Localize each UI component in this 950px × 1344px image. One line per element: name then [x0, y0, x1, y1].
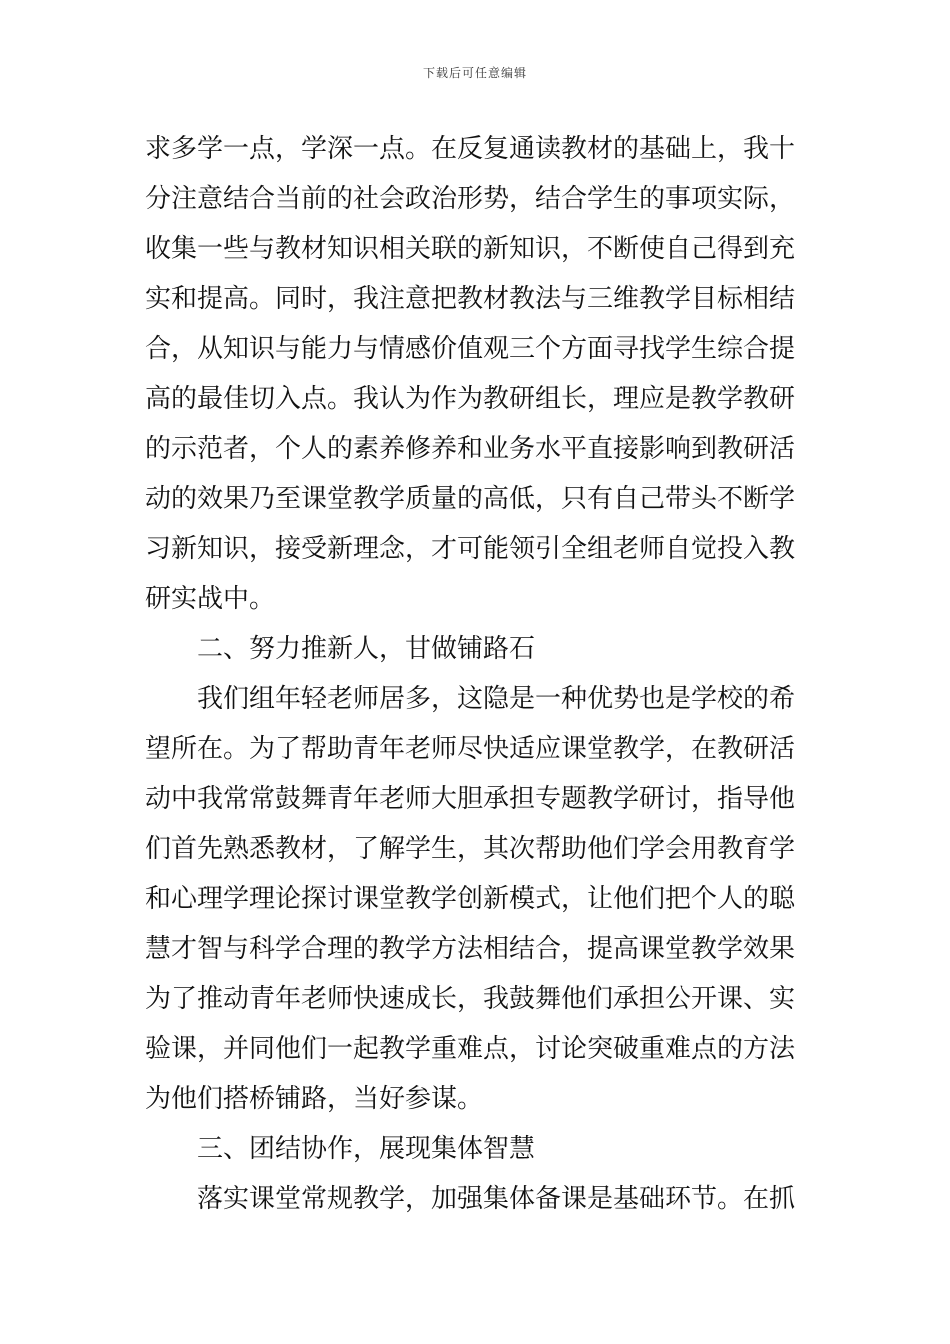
section-heading: 三、团结协作，展现集体智慧: [145, 1134, 536, 1164]
text-line: 我们组年轻老师居多，这隐是一种优势也是学校的希: [145, 684, 796, 714]
text-line: 为他们搭桥铺路，当好参谋。: [145, 1084, 484, 1114]
text-line: 实和提高。同时，我注意把教材教法与三维教学目标相结: [145, 284, 796, 314]
text-line: 习新知识，接受新理念，才可能领引全组老师自觉投入教: [145, 534, 796, 564]
text-line: 动的效果乃至课堂教学质量的高低，只有自己带头不断学: [145, 484, 796, 514]
page-header: 下载后可任意编辑: [422, 66, 527, 80]
text-line: 分注意结合当前的社会政治形势，结合学生的事项实际，: [145, 184, 796, 214]
text-line: 合，从知识与能力与情感价值观三个方面寻找学生综合提: [145, 334, 796, 364]
text-line: 的示范者，个人的素养修养和业务水平直接影响到教研活: [145, 434, 796, 464]
text-line: 和心理学理论探讨课堂教学创新模式，让他们把个人的聪: [145, 884, 796, 914]
text-line: 们首先熟悉教材，了解学生，其次帮助他们学会用教育学: [145, 834, 796, 864]
text-line: 落实课堂常规教学，加强集体备课是基础环节。在抓: [145, 1184, 796, 1214]
text-line: 收集一些与教材知识相关联的新知识，不断使自己得到充: [145, 234, 796, 264]
text-line: 验课，并同他们一起教学重难点，讨论突破重难点的方法: [145, 1034, 796, 1064]
text-line: 望所在。为了帮助青年老师尽快适应课堂教学，在教研活: [145, 734, 796, 764]
text-line: 求多学一点，学深一点。在反复通读教材的基础上，我十: [145, 134, 796, 164]
text-line: 动中我常常鼓舞青年老师大胆承担专题教学研讨，指导他: [145, 784, 796, 814]
text-line: 研实战中。: [145, 584, 276, 614]
document-body: [145, 124, 810, 1224]
text-line: 为了推动青年老师快速成长，我鼓舞他们承担公开课、实: [145, 984, 796, 1014]
section-heading: 二、努力推新人，甘做铺路石: [145, 634, 536, 664]
text-line: 慧才智与科学合理的教学方法相结合，提高课堂教学效果: [145, 934, 796, 964]
text-line: 高的最佳切入点。我认为作为教研组长，理应是教学教研: [145, 384, 796, 414]
